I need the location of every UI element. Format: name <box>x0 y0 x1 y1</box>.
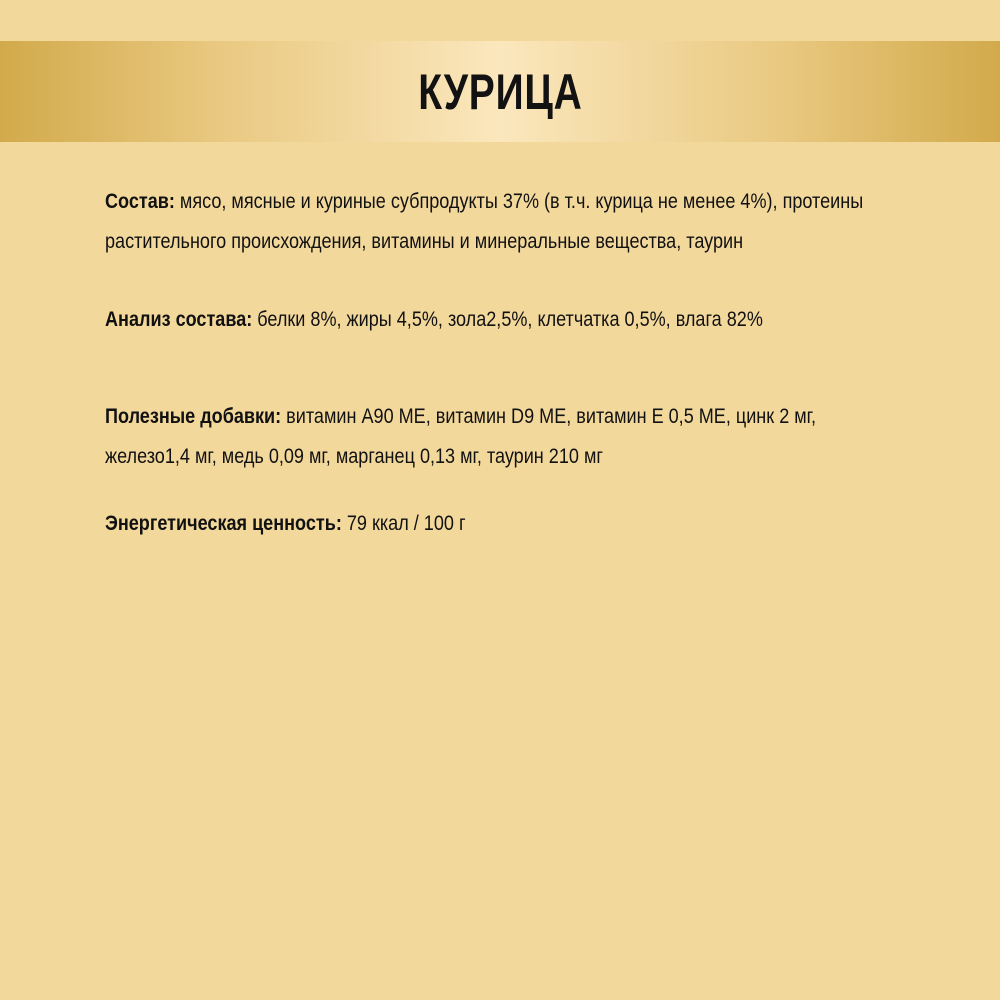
energy-label: Энергетическая ценность: <box>105 512 342 535</box>
additives-label: Полезные добавки: <box>105 405 282 428</box>
additives-paragraph <box>105 397 982 477</box>
page-title: КУРИЦА <box>417 63 583 120</box>
additives-text-line1: витамин А90 МЕ, витамин D9 МЕ, витамин Е 0,5 МЕ, цинк 2 мг, <box>281 405 817 428</box>
additives-text-line2: железо1,4 мг, медь 0,09 мг, марганец 0,13 мг, таурин 210 мг <box>105 445 603 468</box>
composition-text-line2: растительного происхождения, витамины и минеральные вещества, таурин <box>105 230 744 253</box>
analysis-text: белки 8%, жиры 4,5%, зола2,5%, клетчатка 0,5%, влага 82% <box>252 308 763 331</box>
composition-text-line1: мясо, мясные и куриные субпродукты 37% (в т.ч. курица не менее 4%), протеины <box>174 190 864 213</box>
energy-text: 79 ккал / 100 г <box>341 512 466 535</box>
composition-label: Состав: <box>105 190 175 213</box>
analysis-paragraph <box>105 300 982 340</box>
analysis-label: Анализ состава: <box>105 308 253 331</box>
nutrition-info <box>105 182 985 544</box>
title-banner <box>0 41 1000 142</box>
energy-paragraph <box>105 504 982 544</box>
composition-paragraph <box>105 182 982 262</box>
